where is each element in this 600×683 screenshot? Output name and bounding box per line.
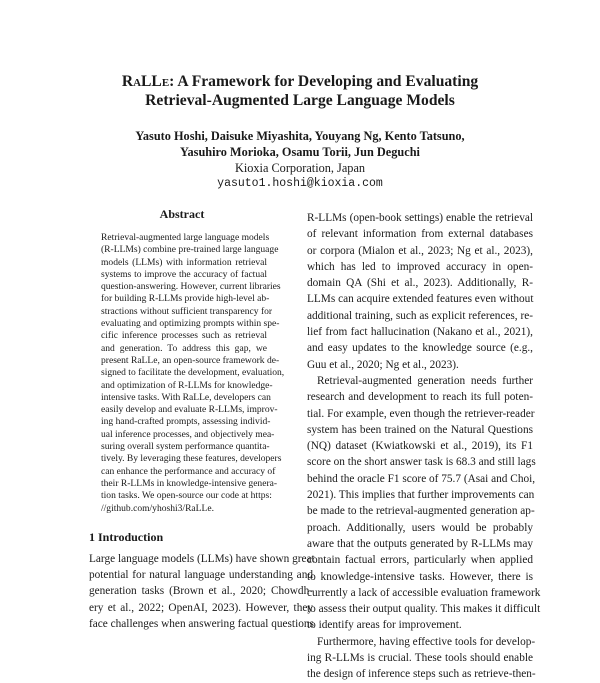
text-line: LLMs can acquire extended features even without [307,293,534,306]
text-line: ing R-LLMs is crucial. These tools should enable [307,652,533,665]
text-line: (NQ) dataset (Kwiatkowski et al., 2019), its F1 [307,440,533,453]
text-line: and generation. To address this gap, we [101,342,267,354]
text-line: can enhance the performance and accuracy of [101,465,276,477]
text-line: models (LLMs) with information retrieval [101,256,267,268]
text-line: tial. For example, even though the retriever-reader [307,407,535,420]
text-line: contain factual errors, particularly when applied [307,554,533,567]
text-line: intensive tasks. With RaLLe, developers can [101,391,271,403]
text-line: (R-LLMs) combine pre-trained large language [101,244,279,256]
text-line: of relevant information from external databases [307,228,533,241]
author-list [0,128,600,160]
framework-name: RaLLe [121,73,170,90]
text-line: signed to facilitate the development, evaluation, [101,367,285,379]
text-line: cific inference processes such as retrieval [101,330,267,342]
text-line: ing hand-crafted prompts, assessing individ- [101,416,271,428]
text-line: 2021). This implies that further improvements can [307,489,535,502]
text-line: ual inference processes, and objectively mea- [101,428,275,440]
text-line: and easy updates to the knowledge source (e.g., [307,342,533,355]
text-line: R-LLMs (open-book settings) enable the retrieval [307,212,533,224]
text-line: easily develop and evaluate R-LLMs, improv- [101,404,278,416]
paper-title [0,72,600,110]
text-line: score on the short answer task is 68.3 and still lags [307,456,536,469]
right-column [307,210,541,683]
text-line: proach. Additionally, users would be probably [307,521,533,534]
text-line: question-answering. However, current libraries [101,281,281,293]
text-line: which has led to improved accuracy in open- [307,260,533,273]
abstract-body [89,232,285,515]
text-line: evaluating and optimizing prompts within spe- [101,318,280,330]
affiliation: Kioxia Corporation, Japan [234,161,366,175]
text-line: aware that the outputs generated by R-LLMs may [307,537,533,550]
author-email: yasuto1.hoshi@kioxia.com [217,177,383,190]
text-line: potential for natural language understanding and [89,569,313,582]
text-line: research and development to reach its full poten- [307,391,533,404]
authors-line-1: Yasuto Hoshi, Daisuke Miyashita, Youyang Ng, Kento Tatsuno, [135,129,465,143]
text-line: their R-LLMs in knowledge-intensive genera- [101,477,278,489]
text-line: Retrieval-augmented large language models [101,232,270,243]
text-line: suring overall system performance quantita- [101,441,270,453]
introduction-heading: 1 Introduction [89,529,164,544]
abstract-heading: Abstract [159,207,205,221]
text-line: present RaLLe, an open-source framework de- [101,354,280,366]
paper-header [0,72,600,192]
left-column [89,206,315,632]
title-line-1: RaLLe: A Framework for Developing and Evaluating [121,73,479,90]
text-line: Retrieval-augmented generation needs further [317,374,533,387]
text-line: Large language models (LLMs) have shown great [89,552,315,565]
text-line: to assess their output quality. This makes it difficult [307,603,541,616]
text-line: face challenges when answering factual questions [89,618,314,631]
text-line: systems to improve the accuracy of factual [101,268,267,280]
text-line: to identify areas for improvement. [307,619,462,632]
introduction-body [89,551,313,632]
text-line: the design of inference steps such as retrieve-then- [307,668,536,681]
text-line: to knowledge-intensive tasks. However, there is [307,570,533,583]
text-line: for building R-LLMs provide high-level ab- [101,293,270,305]
text-line: ery et al., 2022; OpenAI, 2023). However, they [89,601,313,614]
text-line: lief from fact hallucination (Nakano et al., 2021), [307,326,533,339]
text-line: additional training, such as explicit references, re- [307,309,533,322]
text-line: tion tasks. We open-source our code at https: [101,490,272,502]
text-line: generation tasks (Brown et al., 2020; Chowdh- [89,585,313,598]
title-line-2: Retrieval-Augmented Large Language Models [145,92,455,109]
text-line: and optimization of R-LLMs for knowledge- [101,379,273,391]
text-line: //github.com/yhoshi3/RaLLe. [101,502,214,514]
text-line: domain QA (Shi et al., 2023). Additionally, R- [307,277,533,290]
text-line: be made to the retrieval-augmented generation ap- [307,505,535,518]
text-line: stractions without sufficient transparency for [101,305,273,317]
text-line: tively. By leveraging these features, developers [101,453,282,465]
text-line: system has been trained on the Natural Questions [307,423,533,436]
text-line: behind the oracle F1 score of 75.7 (Asai and Choi, [307,472,536,485]
authors-line-2: Yasuhiro Morioka, Osamu Torii, Jun Deguchi [180,145,420,159]
text-line: Guu et al., 2020; Ng et al., 2023). [307,358,459,371]
text-line: Furthermore, having effective tools for develop- [317,635,536,648]
text-line: currently a lack of accessible evaluation framework [307,586,541,599]
text-line: or corpora (Mialon et al., 2023; Ng et al., 2023), [307,244,533,257]
